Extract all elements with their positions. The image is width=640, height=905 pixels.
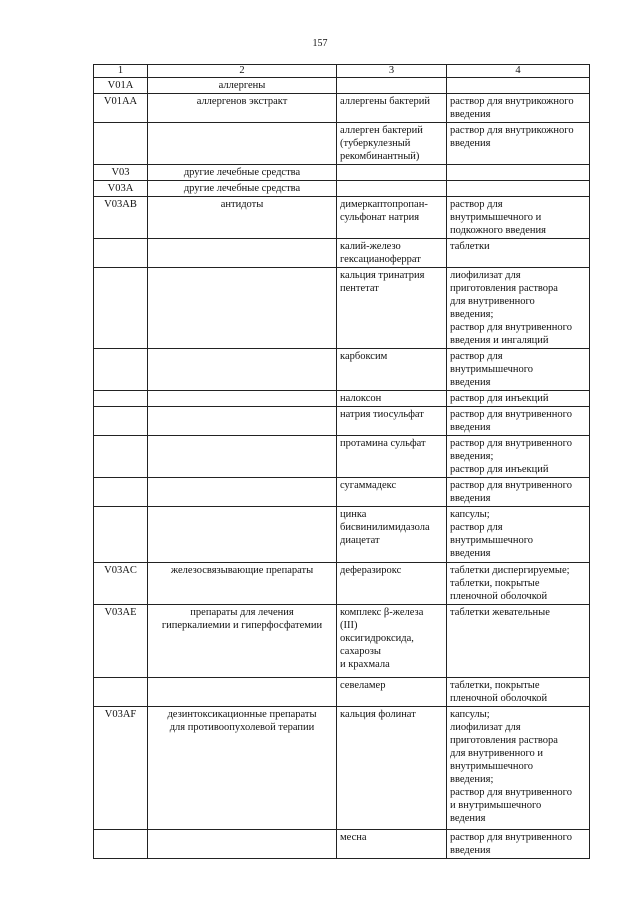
table-row [94, 507, 590, 563]
dosage-form-cell: раствор для внутрикожного введения [447, 94, 590, 123]
drug-name-cell [337, 78, 447, 94]
dosage-form-cell: таблетки жевательные [447, 605, 590, 678]
dosage-form-cell [447, 181, 590, 197]
table-row [94, 268, 590, 349]
atc-code-cell [94, 391, 148, 407]
group-name-cell: антидоты [148, 197, 337, 239]
table-row [94, 349, 590, 391]
drug-name-cell: карбоксим [337, 349, 447, 391]
drug-name-cell: кальция тринатрия пентетат [337, 268, 447, 349]
table-row [94, 605, 590, 678]
dosage-form-cell: таблетки диспергируемые; таблетки, покрытые пленочной оболочкой [447, 563, 590, 605]
group-name-cell: дезинтоксикационные препараты для противоопухолевой терапии [148, 707, 337, 830]
drug-name-cell: аллергены бактерий [337, 94, 447, 123]
page-number: 157 [312, 38, 328, 49]
header-cell-4: 4 [447, 65, 590, 78]
atc-code-cell: V03 [94, 165, 148, 181]
table-row [94, 478, 590, 507]
group-name-cell: другие лечебные средства [148, 181, 337, 197]
group-name-cell [148, 123, 337, 165]
group-name-cell [148, 478, 337, 507]
group-name-cell [148, 391, 337, 407]
atc-code-cell [94, 436, 148, 478]
drug-name-cell: сугаммадекс [337, 478, 447, 507]
table-row [94, 407, 590, 436]
atc-code-cell [94, 239, 148, 268]
dosage-form-cell: раствор для внутривенного введения [447, 407, 590, 436]
atc-drug-table [93, 64, 590, 859]
atc-code-cell: V03AB [94, 197, 148, 239]
atc-code-cell: V03AE [94, 605, 148, 678]
atc-code-cell: V01AA [94, 94, 148, 123]
drug-name-cell: комплекс β-железа (III) оксигидроксида, сахарозы и крахмала [337, 605, 447, 678]
table-row [94, 563, 590, 605]
dosage-form-cell: раствор для внутримышечного и подкожного введения [447, 197, 590, 239]
table-row [94, 78, 590, 94]
dosage-form-cell: раствор для инъекций [447, 391, 590, 407]
dosage-form-cell: раствор для внутривенного введения [447, 478, 590, 507]
atc-code-cell [94, 268, 148, 349]
table-row [94, 391, 590, 407]
drug-name-cell: налоксон [337, 391, 447, 407]
table-row [94, 239, 590, 268]
dosage-form-cell: таблетки [447, 239, 590, 268]
dosage-form-cell: лиофилизат для приготовления раствора для внутривенного введения; раствор для внутривенного введения и ингаляций [447, 268, 590, 349]
drug-name-cell: димеркаптопропан- сульфонат натрия [337, 197, 447, 239]
atc-code-cell: V01A [94, 78, 148, 94]
dosage-form-cell: капсулы; раствор для внутримышечного введения [447, 507, 590, 563]
dosage-form-cell [447, 165, 590, 181]
atc-code-cell [94, 678, 148, 707]
table-row [94, 707, 590, 830]
table-row [94, 165, 590, 181]
atc-code-cell [94, 830, 148, 859]
drug-name-cell [337, 165, 447, 181]
drug-name-cell: аллерген бактерий (туберкулезный рекомбинантный) [337, 123, 447, 165]
group-name-cell: аллергенов экстракт [148, 94, 337, 123]
drug-name-cell: протамина сульфат [337, 436, 447, 478]
atc-code-cell: V03AF [94, 707, 148, 830]
table-row [94, 123, 590, 165]
group-name-cell: другие лечебные средства [148, 165, 337, 181]
atc-code-cell [94, 478, 148, 507]
dosage-form-cell: раствор для внутримышечного введения [447, 349, 590, 391]
group-name-cell [148, 349, 337, 391]
group-name-cell [148, 678, 337, 707]
table-row [94, 436, 590, 478]
drug-name-cell: цинка бисвинилимидазола диацетат [337, 507, 447, 563]
atc-code-cell [94, 349, 148, 391]
drug-name-cell: севеламер [337, 678, 447, 707]
drug-name-cell: кальция фолинат [337, 707, 447, 830]
dosage-form-cell [447, 78, 590, 94]
header-row [94, 65, 590, 78]
dosage-form-cell: раствор для внутривенного введения [447, 830, 590, 859]
table-row [94, 181, 590, 197]
table-row [94, 94, 590, 123]
table-row [94, 830, 590, 859]
drug-name-cell [337, 181, 447, 197]
drug-name-cell: деферазирокс [337, 563, 447, 605]
group-name-cell [148, 507, 337, 563]
header-cell-1: 1 [94, 65, 148, 78]
group-name-cell [148, 239, 337, 268]
group-name-cell [148, 830, 337, 859]
group-name-cell [148, 407, 337, 436]
table-row [94, 197, 590, 239]
drug-name-cell: натрия тиосульфат [337, 407, 447, 436]
atc-code-cell [94, 507, 148, 563]
header-cell-3: 3 [337, 65, 447, 78]
dosage-form-cell: раствор для внутрикожного введения [447, 123, 590, 165]
drug-name-cell: месна [337, 830, 447, 859]
table-body [94, 65, 590, 859]
atc-code-cell: V03A [94, 181, 148, 197]
group-name-cell: препараты для лечения гиперкалиемии и гиперфосфатемии [148, 605, 337, 678]
drug-name-cell: калий-железо гексацианоферрат [337, 239, 447, 268]
header-cell-2: 2 [148, 65, 337, 78]
group-name-cell: аллергены [148, 78, 337, 94]
dosage-form-cell: таблетки, покрытые пленочной оболочкой [447, 678, 590, 707]
atc-code-cell: V03AC [94, 563, 148, 605]
group-name-cell [148, 268, 337, 349]
atc-code-cell [94, 123, 148, 165]
table-row [94, 678, 590, 707]
group-name-cell: железосвязывающие препараты [148, 563, 337, 605]
group-name-cell [148, 436, 337, 478]
atc-code-cell [94, 407, 148, 436]
dosage-form-cell: капсулы; лиофилизат для приготовления раствора для внутривенного и внутримышечного введения; раствор для внутривенного и внутримышечного ведения [447, 707, 590, 830]
dosage-form-cell: раствор для внутривенного введения; раствор для инъекций [447, 436, 590, 478]
